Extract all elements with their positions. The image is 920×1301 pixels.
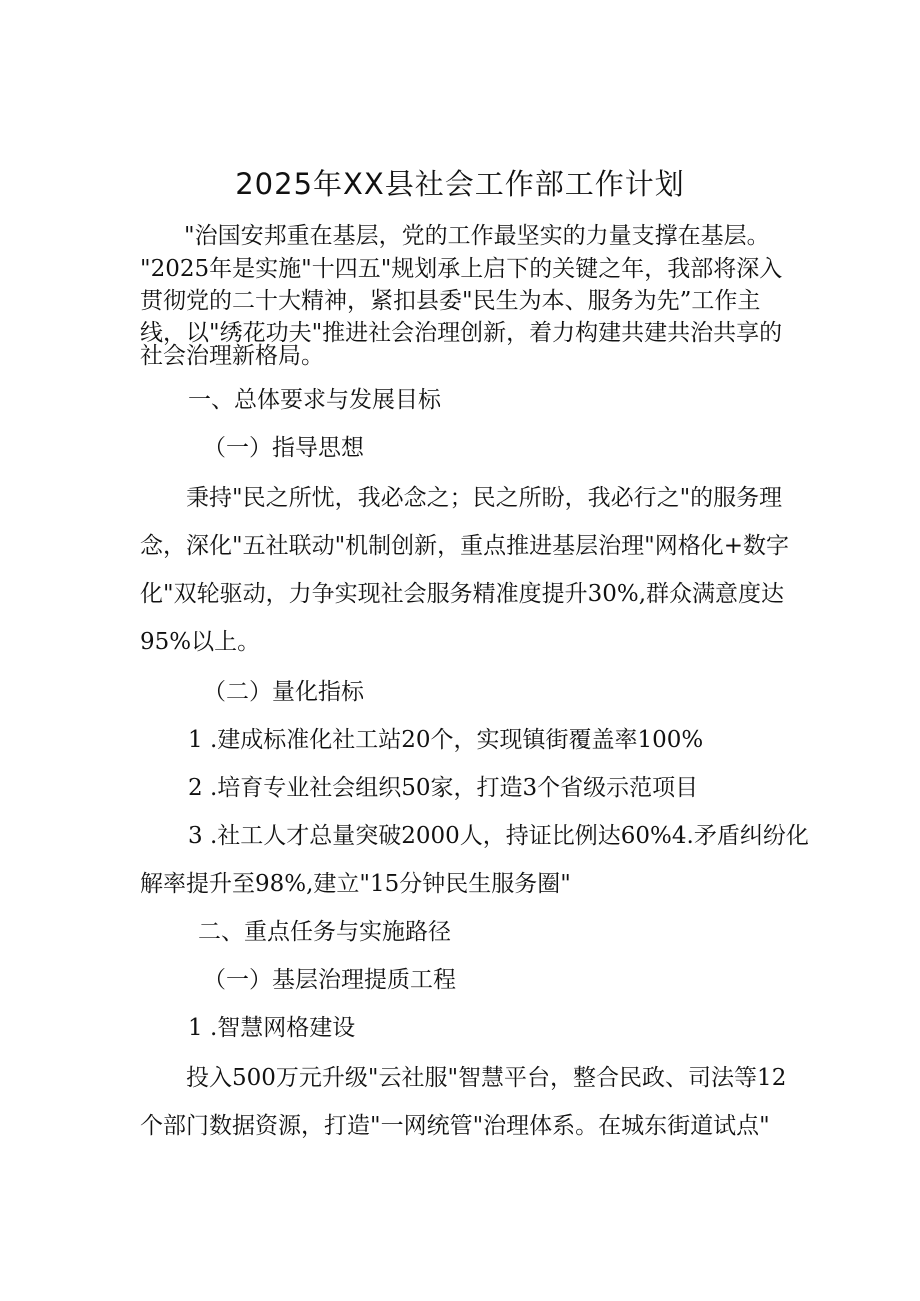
indicator-item-3: 3 .社工人才总量突破2000人，持证比例达60%4.矛盾纠纷化: [188, 823, 809, 849]
indicator-item-1: 1 .建成标准化社工站20个，实现镇街覆盖率100%: [188, 727, 704, 753]
intro-line-5: 社会治理新格局。: [140, 343, 324, 369]
item-heading-2-1-1: 1 .智慧网格建设: [188, 1015, 356, 1041]
indicator-item-3-cont: 解率提升至98%,建立"15分钟民生服务圈": [140, 871, 571, 897]
intro-line-4: 线，以"绣花功夫"推进社会治理创新，着力构建共建共治共享的: [140, 320, 783, 346]
document-title: 2025年XX县社会工作部工作计划: [235, 167, 685, 201]
guiding-line-2: 念，深化"五社联动"机制创新，重点推进基层治理"网格化+数字: [140, 533, 790, 559]
subsection-heading-2-1: （一）基层治理提质工程: [203, 967, 456, 993]
indicator-item-2: 2 .培育专业社会组织50家，打造3个省级示范项目: [188, 775, 699, 801]
section-heading-2: 二、重点任务与实施路径: [198, 919, 451, 945]
guiding-line-1: 秉持"民之所忧，我必念之；民之所盼，我必行之"的服务理: [186, 485, 783, 511]
subsection-heading-1-1: （一）指导思想: [203, 435, 364, 461]
smart-grid-line-1: 投入500万元升级"云社服"智慧平台，整合民政、司法等12: [186, 1065, 787, 1091]
intro-line-3: 贯彻党的二十大精神，紧扣县委"民生为本、服务为先”工作主: [140, 288, 761, 314]
subsection-heading-1-2: （二）量化指标: [203, 679, 364, 705]
intro-line-2: "2025年是实施"十四五"规划承上启下的关键之年，我部将深入: [140, 256, 783, 282]
guiding-line-3: 化"双轮驱动，力争实现社会服务精准度提升30%,群众满意度达: [140, 581, 785, 607]
intro-line-1: "治国安邦重在基层，党的工作最坚实的力量支撑在基层。: [184, 223, 770, 249]
section-heading-1: 一、总体要求与发展目标: [188, 387, 441, 413]
guiding-line-4: 95%以上。: [140, 629, 261, 655]
smart-grid-line-2: 个部门数据资源，打造"一网统管"治理体系。在城东街道试点": [140, 1113, 770, 1139]
